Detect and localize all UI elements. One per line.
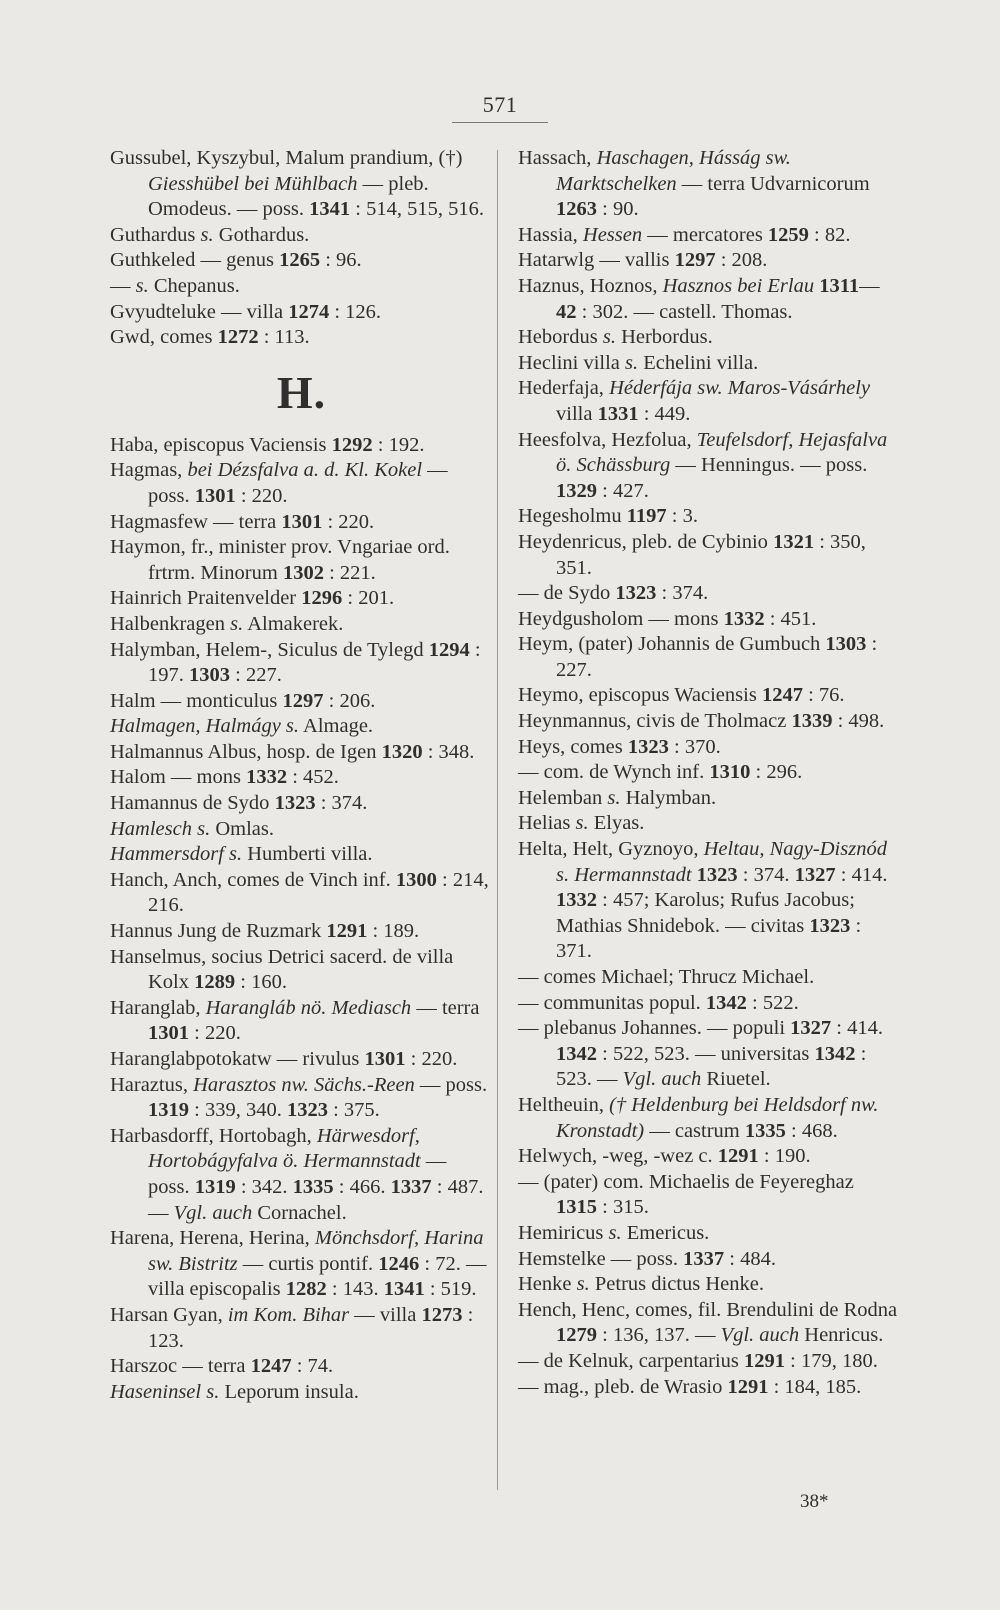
index-entry: Heynmannus, civis de Tholmacz 1339 : 498. (518, 710, 885, 733)
index-entry: Helta, Helt, Gyznoyo, Heltau, Nagy-Disznód s. Hermannstadt 1323 : 374. 1327 : 414. 1332 : 457; Karolus; Rufus Jacobus; Mathias Shnidebok. — civitas 1323 : 371. (518, 838, 888, 963)
index-entry: Harsan Gyan, im Kom. Bihar — villa 1273 : 123. (110, 1303, 474, 1352)
index-entry: Hatarwlg — vallis 1297 : 208. (518, 249, 768, 272)
index-entry: Helemban s. Halymban. (518, 786, 717, 809)
index-entry: Haranglab, Harangláb nö. Mediasch — terra 1301 : 220. (110, 996, 480, 1045)
index-entry: Harszoc — terra 1247 : 74. (110, 1355, 334, 1378)
index-entry: — mag., pleb. de Wrasio 1291 : 184, 185. (518, 1375, 862, 1398)
index-entry: Hanch, Anch, comes de Vinch inf. 1300 : 214, 216. (110, 868, 489, 917)
index-entry: Halmagen, Halmágy s. Almage. (110, 715, 374, 738)
index-entry: Hemiricus s. Emericus. (518, 1221, 710, 1244)
left-column (110, 146, 493, 1405)
index-entry: Heys, comes 1323 : 370. (518, 735, 721, 758)
index-entry: Hemstelke — poss. 1337 : 484. (518, 1247, 776, 1270)
index-entry: Henke s. Petrus dictus Henke. (518, 1273, 764, 1296)
index-entry: — (pater) com. Michaelis de Feyereghaz 1315 : 315. (518, 1170, 854, 1219)
page-number: 571 (482, 92, 518, 117)
index-entry: Hederfaja, Héderfája sw. Maros-Vásárhely villa 1331 : 449. (518, 377, 871, 425)
index-entry: — s. Chepanus. (110, 274, 240, 297)
index-entry: Helias s. Elyas. (518, 812, 645, 835)
signature-mark: 38* (800, 1491, 829, 1512)
left-entries-top (110, 146, 493, 351)
index-entry: — com. de Wynch inf. 1310 : 296. (518, 761, 803, 784)
index-entry: — communitas popul. 1342 : 522. (518, 991, 799, 1014)
index-entry: Hainrich Praitenvelder 1296 : 201. (110, 587, 395, 610)
index-entry: Guthardus s. Gothardus. (110, 223, 310, 246)
index-entry: Hannus Jung de Ruzmark 1291 : 189. (110, 920, 420, 943)
index-entry: Hassach, Haschagen, Hásság sw. Marktschelken — terra Udvarnicorum 1263 : 90. (518, 147, 870, 221)
index-entry: Heltheuin, († Heldenburg bei Heldsdorf nw. Kronstadt) — castrum 1335 : 468. (518, 1093, 879, 1142)
right-column (518, 146, 898, 1400)
index-entry: Hassia, Hessen — mercatores 1259 : 82. (518, 223, 851, 246)
index-entry: Hagmasfew — terra 1301 : 220. (110, 510, 375, 533)
right-entries (518, 146, 898, 1400)
index-entry: — plebanus Johannes. — populi 1327 : 414. 1342 : 522, 523. — universitas 1342 : 523. — Vgl. auch Riuetel. (518, 1017, 883, 1091)
index-entry: Gwd, comes 1272 : 113. (110, 326, 310, 349)
index-entry: Haba, episcopus Vaciensis 1292 : 192. (110, 433, 425, 456)
index-entry: Halom — mons 1332 : 452. (110, 766, 339, 789)
index-entry: Harbasdorff, Hortobagh, Härwesdorf, Hortobágyfalva ö. Hermannstadt — poss. 1319 : 342. 1335 : 466. 1337 : 487. — Vgl. auch Cornachel. (110, 1124, 484, 1224)
index-entry: Halymban, Helem-, Siculus de Tylegd 1294 : 197. 1303 : 227. (110, 638, 481, 687)
index-entry: Haseninsel s. Leporum insula. (110, 1380, 359, 1403)
index-entry: Halm — monticulus 1297 : 206. (110, 689, 376, 712)
index-entry: Heesfolva, Hezfolua, Teufelsdorf, Hejasfalva ö. Schässburg — Henningus. — poss. 1329 : 427. (518, 428, 888, 502)
index-entry: Hagmas, bei Dézsfalva a. d. Kl. Kokel — poss. 1301 : 220. (110, 459, 448, 507)
index-entry: Heym, (pater) Johannis de Gumbuch 1303 : 227. (518, 633, 878, 681)
index-entry: Heydgusholom — mons 1332 : 451. (518, 607, 817, 630)
index-entry: — comes Michael; Thrucz Michael. (518, 966, 815, 988)
index-entry: Haranglabpotokatw — rivulus 1301 : 220. (110, 1048, 458, 1070)
index-entry: Harena, Herena, Herina, Mönchsdorf, Harina sw. Bistritz — curtis pontif. 1246 : 72. — villa episcopalis 1282 : 143. 1341 : 519. (110, 1227, 487, 1301)
index-entry: Heydenricus, pleb. de Cybinio 1321 : 350, 351. (518, 530, 866, 579)
index-entry: Hegesholmu 1197 : 3. (518, 505, 698, 528)
index-entry: Guthkeled — genus 1265 : 96. (110, 249, 362, 272)
column-divider (497, 150, 498, 1490)
index-entry: — de Kelnuk, carpentarius 1291 : 179, 180. (518, 1349, 878, 1372)
index-entry: Haznus, Hoznos, Hasznos bei Erlau 1311—42 : 302. — castell. Thomas. (518, 274, 880, 323)
index-entry: — de Sydo 1323 : 374. (518, 582, 709, 605)
index-entry: Hanselmus, socius Detrici sacerd. de villa Kolx 1289 : 160. (110, 945, 454, 994)
section-letter: H. (276, 366, 327, 418)
index-entry: Halmannus Albus, hosp. de Igen 1320 : 348. (110, 740, 475, 763)
index-entry: Halbenkragen s. Almakerek. (110, 612, 344, 635)
index-entry: Haymon, fr., minister prov. Vngariae ord. frtrm. Minorum 1302 : 221. (110, 536, 450, 584)
index-entry: Heymo, episcopus Waciensis 1247 : 76. (518, 684, 845, 707)
index-entry: Gvyudteluke — villa 1274 : 126. (110, 300, 382, 323)
index-entry: Helwych, -weg, -wez c. 1291 : 190. (518, 1145, 811, 1168)
index-entry: Hamannus de Sydo 1323 : 374. (110, 792, 368, 815)
index-entry: Hebordus s. Herbordus. (518, 326, 713, 349)
index-entry: Hamlesch s. Omlas. (110, 817, 274, 840)
index-entry: Gussubel, Kyszybul, Malum prandium, (†) Giesshübel bei Mühlbach — pleb. Omodeus. — poss. 1341 : 514, 515, 516. (110, 147, 484, 221)
page-number-rule (452, 122, 548, 123)
index-entry: Haraztus, Harasztos nw. Sächs.-Reen — poss. 1319 : 339, 340. 1323 : 375. (110, 1073, 488, 1122)
index-entry: Heclini villa s. Echelini villa. (518, 351, 759, 374)
index-entry: Hammersdorf s. Humberti villa. (110, 843, 373, 866)
index-entry: Hench, Henc, comes, fil. Brendulini de Rodna 1279 : 136, 137. — Vgl. auch Henricus. (518, 1298, 898, 1347)
left-entries-bottom (110, 433, 493, 1406)
